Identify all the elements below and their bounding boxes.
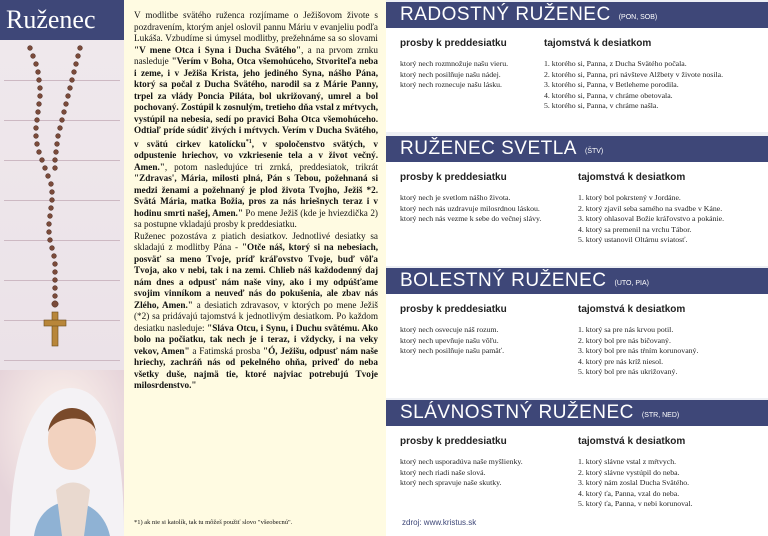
footnote: *1) ak nie si katolík, tak tu môžeš použiť slovo "všeobecnú". bbox=[134, 518, 293, 526]
hail-mary-text: "Zdravas', Mária, milosti plná, Pán s Tebou, požehnaná si medzi ženami a požehnaný je plod života Tvojho, Ježiš *2. Svätá Mária, matka Božia, pros za nás hriešnych teraz i v hodinu smrti našej, Amen." bbox=[134, 173, 378, 218]
fatima-prayer-text: "Ó, Ježišu, odpusť nám naše hriechy, zachráň nás od pekelného ohňa, priveď do neba všetky duše, najmä tie, ktoré najviac potrebujú Tvoje milosrdenstvo." bbox=[134, 345, 379, 391]
list-item: 5. ktorý ustanovil Oltárnu sviatosť. bbox=[578, 235, 688, 244]
text-run: V modlitbe svätého ruženca rozjímame o Ježišovom živote s pozdravením, ktorým anjel oslovil pannu Máriu v evanjeliu podľa Lukáša. Vzbudíme si úmysel modlitby, prežehnáme sa so slovami bbox=[134, 10, 378, 43]
section-title: SLÁVNOSTNÝ RUŽENEC bbox=[400, 402, 634, 423]
list-item: ktorý nech upevňuje našu vôľu. bbox=[400, 335, 499, 345]
left-panel bbox=[0, 0, 124, 536]
tajomstva-column bbox=[578, 426, 693, 510]
list-item: 3. ktorý bol pre nás tŕním korunovaný. bbox=[578, 346, 699, 355]
creed-text-end: , v spoločenstvo svätých, v odpustenie hriechov, vo vzkriesenie tela a v život večný. Amen." bbox=[134, 138, 378, 172]
list-item: 1. ktorý bol pokrstený v Jordáne. bbox=[578, 193, 681, 202]
source-link[interactable]: zdroj: www.kristus.sk bbox=[402, 518, 477, 527]
section-body-sorrowful bbox=[386, 294, 768, 398]
section-title: RADOSTNÝ RUŽENEC bbox=[400, 4, 611, 25]
section-body-light bbox=[386, 162, 768, 266]
list-item: ktorý nech rozmnožuje našu vieru. bbox=[400, 59, 509, 68]
list-item: 5. ktorého si, Panna, v chráme našla. bbox=[544, 101, 659, 110]
decades-paragraph bbox=[134, 231, 378, 392]
creed-text: "Verím v Boha, Otca všemohúceho, Stvoriteľa neba i zeme, i v Ježiša Krista, jeho jediného Syna, nášho Pána, ktorý sa počal z Ducha Svätého, narodil sa z Márie Panny, trpel za vlády Poncia Piláta, bol ukrižovaný, umrel a bol pochovaný. Zostúpil k zosnulým, tretieho dňa vstal z mŕtvych, vystúpil na nebesia, sedí po pravici Boha Otca všemohúceho. Odtiaľ príde súdiť živých i mŕtvych. Verím v Ducha Svätého, v svätú cirkev katolícku bbox=[134, 56, 378, 149]
text-run: a desiatich zdravasov, v ktorých po mene Ježiš (*2) sa pridávajú tajomstvá k jednotlivým desiatkom. Po každom desiatku nasleduje: bbox=[134, 299, 378, 333]
list-item: 1. ktorého si, Panna, z Ducha Svätého počala. bbox=[544, 59, 687, 68]
list-item: 2. ktorý zjavil seba samého na svadbe v Káne. bbox=[578, 203, 723, 213]
list-item: ktorý nech nás uzdravuje milosrdnou láskou. bbox=[400, 203, 540, 213]
section-header-sorrowful bbox=[386, 268, 768, 294]
list-item: 2. ktorý bol pre nás bičovaný. bbox=[578, 335, 671, 345]
section-days: (ŠTV) bbox=[584, 147, 604, 155]
list-item: 2. ktorý slávne vystúpil do neba. bbox=[578, 467, 680, 477]
tajomstva-column bbox=[578, 162, 724, 246]
text-run: a Fatimská prosba bbox=[189, 345, 264, 356]
prosby-column bbox=[400, 162, 541, 225]
page-title: Ruženec bbox=[0, 0, 124, 40]
prosby-column bbox=[400, 294, 507, 357]
list-item: 3. ktorý nám zoslal Ducha Svätého. bbox=[578, 478, 690, 487]
section-body-joyful bbox=[386, 28, 768, 132]
our-father-text: "Otče náš, ktorý si na nebesiach, posväť sa meno Tvoje, príď kráľovstvo Tvoje, buď vôľa Tvoja, ako v nebi, tak i na zemi. Chlieb náš každodenný daj nám dnes a odpusť nám naše viny, ako i my odpúšťame svojim vinníkom a neuveď nás do pokušenia, ale zbav nás Zlého, Amen." bbox=[134, 242, 378, 310]
section-header-glorious bbox=[386, 400, 768, 426]
list-item: 5. ktorý ťa, Panna, v nebi korunoval. bbox=[578, 499, 693, 508]
section-title: RUŽENEC SVETLA bbox=[400, 138, 577, 159]
list-item: 2. ktorého si, Panna, pri návšteve Alžbety v živote nosila. bbox=[544, 69, 724, 79]
intro-paragraph bbox=[134, 10, 378, 231]
virgin-mary-image bbox=[0, 370, 124, 536]
rosary-illustration bbox=[0, 40, 124, 370]
list-item: 1. ktorý sa pre nás krvou potil. bbox=[578, 325, 674, 334]
tajomstva-heading: tajomstvá k desiatkom bbox=[578, 304, 686, 315]
list-item: ktorý nech spravuje naše skutky. bbox=[400, 478, 502, 487]
tajomstva-heading: tajomstvá k desiatkom bbox=[578, 436, 686, 447]
list-item: ktorý nech riadi naše slová. bbox=[400, 467, 486, 477]
text-run: , potom nasledujúce tri zrnká, preddesiatok, trikrát bbox=[164, 161, 378, 172]
prosby-column bbox=[400, 426, 523, 489]
list-item: ktorý nech posilňuje našu pamäť. bbox=[400, 346, 505, 355]
section-header-light bbox=[386, 136, 768, 162]
text-run: , a na prvom zrnku nasleduje bbox=[134, 44, 378, 66]
tajomstva-column bbox=[544, 28, 723, 112]
list-item: 4. ktorý sa premenil na vrchu Tábor. bbox=[578, 224, 692, 234]
list-item: 1. ktorý slávne vstal z mŕtvych. bbox=[578, 457, 677, 466]
glory-be-text: "Sláva Otcu, i Synu, i Duchu svätému. Ako bolo na počiatku, tak nech je i teraz, i vždycky, i na veky vekov, Amen" bbox=[134, 322, 378, 356]
section-title: BOLESTNÝ RUŽENEC bbox=[400, 270, 607, 291]
list-item: ktorý nech usporadúva naše myšlienky. bbox=[400, 457, 523, 466]
tajomstva-column bbox=[578, 294, 698, 378]
list-item: ktorý nech osvecuje náš rozum. bbox=[400, 325, 499, 334]
list-item: ktorý nech nás vezme k sebe do večnej slávy. bbox=[400, 214, 542, 223]
text-run: Ruženec pozostáva z piatich desiatkov. Jednotlivé desiatky sa skladajú z modlitby Pána - bbox=[134, 230, 378, 253]
text-run: Po mene Ježiš (kde je hviezdička 2) sa postupne vkladajú prosby k preddesiatku. bbox=[134, 207, 378, 230]
prosby-heading: prosby k preddesiatku bbox=[400, 304, 507, 315]
cross-icon bbox=[44, 312, 66, 346]
list-item: 4. ktorého si, Panna, v chráme obetovala. bbox=[544, 90, 673, 100]
section-days: (UTO, PIA) bbox=[614, 279, 649, 287]
section-days: (PON, SOB) bbox=[618, 13, 658, 21]
list-item: 4. ktorý ťa, Panna, vzal do neba. bbox=[578, 488, 680, 498]
list-item: ktorý nech je svetlom nášho života. bbox=[400, 193, 511, 202]
list-item: 4. ktorý pre nás kríž niesol. bbox=[578, 356, 664, 366]
tajomstva-heading: tajomstvá k desiatkom bbox=[578, 172, 686, 183]
section-header-joyful bbox=[386, 2, 768, 28]
list-item: ktorý nech posilňuje našu nádej. bbox=[400, 69, 501, 79]
footnote-marker: *1 bbox=[245, 138, 252, 145]
prosby-heading: prosby k preddesiatku bbox=[400, 172, 507, 183]
sign-of-cross-text: "V mene Otca i Syna i Ducha Svätého" bbox=[134, 44, 302, 55]
prosby-heading: prosby k preddesiatku bbox=[400, 436, 507, 447]
prayer-instructions-panel bbox=[124, 0, 386, 536]
prosby-column bbox=[400, 28, 508, 91]
prosby-heading: prosby k preddesiatku bbox=[400, 38, 507, 49]
list-item: 3. ktorý ohlasoval Božie kráľovstvo a pokánie. bbox=[578, 214, 725, 223]
list-item: ktorý nech roznecuje našu lásku. bbox=[400, 80, 502, 89]
list-item: 5. ktorý bol pre nás ukrižovaný. bbox=[578, 367, 678, 376]
tajomstva-heading: tajomstvá k desiatkom bbox=[544, 38, 652, 49]
section-days: (STR, NED) bbox=[641, 411, 680, 419]
list-item: 3. ktorého si, Panna, v Betleheme porodila. bbox=[544, 80, 679, 89]
